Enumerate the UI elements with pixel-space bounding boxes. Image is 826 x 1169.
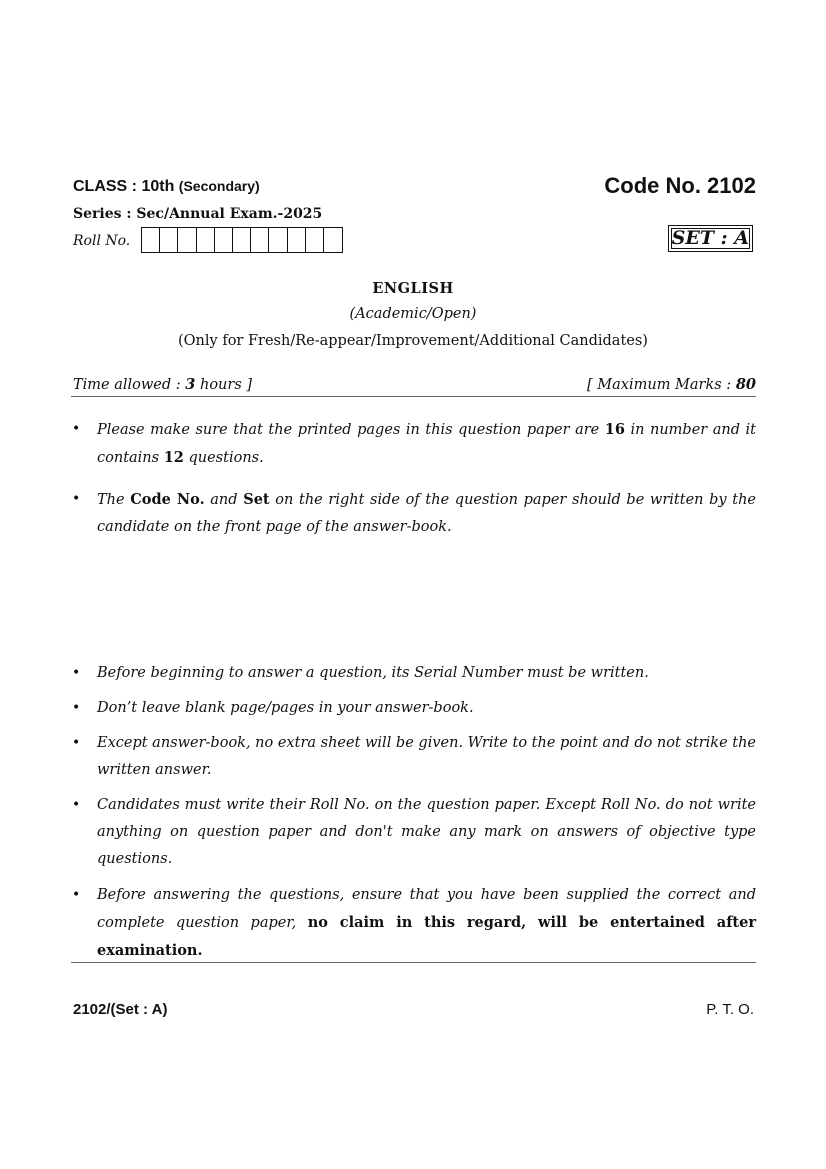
instruction-item bbox=[72, 695, 756, 722]
instruction-item bbox=[72, 660, 756, 687]
bullet-icon: • bbox=[72, 700, 81, 716]
text-part: on the right side of the question paper should be written by the candidate on the front page of the answer-book. bbox=[97, 492, 757, 535]
roll-digit-box[interactable] bbox=[288, 228, 306, 252]
roll-digit-box[interactable] bbox=[233, 228, 251, 252]
time-value: 3 bbox=[185, 376, 196, 393]
time-prefix: Time allowed : bbox=[73, 377, 186, 393]
question-count: 12 bbox=[163, 449, 184, 466]
text-part: in number and it contains bbox=[97, 422, 756, 466]
page-count: 16 bbox=[604, 421, 625, 438]
instruction-text: Except answer-book, no extra sheet will be given. Write to the point and do not strike the written answer. bbox=[97, 735, 756, 778]
series-line: Series : Sec/Annual Exam.-2025 bbox=[73, 206, 323, 222]
bullet-icon: • bbox=[72, 797, 81, 813]
class-line bbox=[73, 178, 260, 196]
instruction-text bbox=[97, 882, 756, 965]
roll-number-boxes[interactable] bbox=[141, 227, 343, 253]
maximum-marks bbox=[587, 376, 756, 393]
instruction-text: Don’t leave blank page/pages in your answer-book. bbox=[97, 700, 474, 716]
instruction-item bbox=[72, 486, 756, 541]
class-label: CLASS : 10th bbox=[73, 178, 175, 195]
roll-digit-box[interactable] bbox=[197, 228, 215, 252]
divider bbox=[71, 396, 756, 397]
marks-prefix: [ Maximum Marks : bbox=[587, 377, 736, 393]
instruction-item bbox=[72, 792, 756, 873]
bullet-icon: • bbox=[72, 421, 81, 437]
subject-title: ENGLISH bbox=[372, 280, 454, 297]
roll-digit-box[interactable] bbox=[215, 228, 233, 252]
divider bbox=[71, 962, 756, 963]
roll-digit-box[interactable] bbox=[306, 228, 324, 252]
time-suffix: hours ] bbox=[195, 377, 253, 393]
text-part: Please make sure that the printed pages in this question paper are bbox=[97, 422, 605, 438]
instruction-text: Before beginning to answer a question, its Serial Number must be written. bbox=[97, 665, 649, 681]
instruction-text bbox=[97, 486, 756, 541]
bullet-icon: • bbox=[72, 887, 81, 903]
text-part: questions. bbox=[183, 450, 264, 466]
candidates-subtitle: (Only for Fresh/Re-appear/Improvement/Additional Candidates) bbox=[178, 333, 648, 349]
roll-digit-box[interactable] bbox=[160, 228, 178, 252]
marks-value: 80 bbox=[735, 376, 756, 393]
roll-digit-box[interactable] bbox=[142, 228, 160, 252]
time-marks-row bbox=[73, 376, 756, 393]
set-badge bbox=[668, 225, 753, 252]
code-number: Code No. 2102 bbox=[604, 173, 756, 198]
emphasis: Code No. bbox=[130, 491, 205, 508]
instruction-text bbox=[97, 416, 756, 472]
emphasis: no claim in this regard, will be entertained after examination. bbox=[97, 914, 756, 959]
instruction-item bbox=[72, 416, 756, 472]
instruction-item bbox=[72, 882, 756, 965]
roll-digit-box[interactable] bbox=[251, 228, 269, 252]
instruction-text: Candidates must write their Roll No. on the question paper. Except Roll No. do not write anything on question paper and don't make any mark on answers of objective type questions. bbox=[97, 797, 756, 867]
class-sub: (Secondary) bbox=[178, 178, 260, 194]
bullet-icon: • bbox=[72, 735, 81, 751]
footer-code: 2102/(Set : A) bbox=[73, 1001, 168, 1018]
text-part: and bbox=[204, 492, 244, 508]
roll-digit-box[interactable] bbox=[178, 228, 196, 252]
roll-digit-box[interactable] bbox=[269, 228, 287, 252]
bullet-icon: • bbox=[72, 491, 81, 507]
emphasis: Set bbox=[243, 491, 270, 508]
roll-number-label: Roll No. bbox=[73, 233, 131, 249]
text-part: The bbox=[97, 492, 131, 508]
academic-subtitle: (Academic/Open) bbox=[349, 306, 477, 322]
time-allowed bbox=[73, 376, 252, 393]
pto-label: P. T. O. bbox=[706, 1001, 754, 1018]
instruction-item bbox=[72, 730, 756, 784]
roll-digit-box[interactable] bbox=[324, 228, 342, 252]
text-part: Before answering the questions, ensure that you have been supplied the correct and complete question paper, bbox=[97, 887, 756, 931]
bullet-icon: • bbox=[72, 665, 81, 681]
set-label: SET : A bbox=[671, 227, 749, 249]
